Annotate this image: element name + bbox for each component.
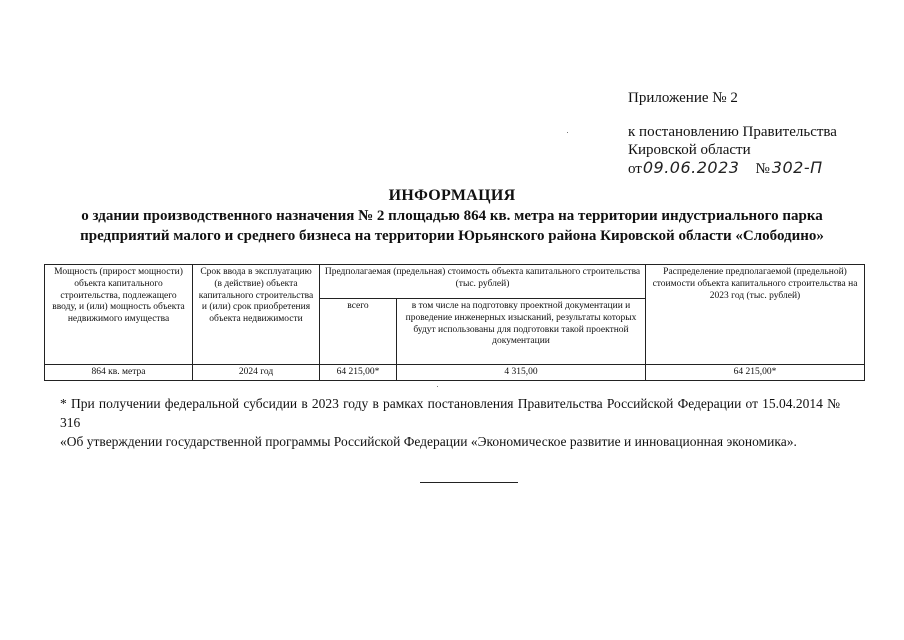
info-table [44, 264, 865, 381]
closing-rule [420, 482, 518, 483]
header-cost-total: всего [320, 299, 397, 365]
header-term: Срок ввода в эксплуатацию (в действие) объекта капитального строительства и (или) срок приобретения объекта недвижимости [193, 265, 320, 365]
number-prefix: № [755, 161, 770, 177]
header-distribution: Распределение предполагаемой (предельной) стоимости объекта капитального строительства на 2023 год (тыс. рублей) [646, 265, 865, 365]
appendix-number: Приложение № 2 [628, 90, 738, 106]
document-title-block [0, 186, 904, 246]
document-subtitle-line2: предприятий малого и среднего бизнеса на территории Юрьянского района Кировской области «Слободино» [80, 228, 824, 244]
handwritten-date: 09.06.2023 [642, 158, 740, 177]
footnote-line2: «Об утверждении государственной программы Российской Федерации «Экономическое развитие и инновационная экономика». [60, 434, 797, 449]
scan-speck [567, 132, 568, 133]
handwritten-number: 302-П [771, 158, 823, 177]
cell-total: 64 215,00* [320, 365, 397, 381]
footnote-line1: * При получении федеральной субсидии в 2023 году в рамках постановления Правительства Российской Федерации от 15.04.2014 № 316 [60, 396, 840, 430]
cell-term: 2024 год [193, 365, 320, 381]
footnote [60, 394, 840, 451]
document-title: ИНФОРМАЦИЯ [388, 187, 516, 204]
table-header-row [45, 265, 865, 299]
appendix-date-line [628, 159, 823, 178]
cell-design: 4 315,00 [397, 365, 646, 381]
scan-speck [437, 386, 438, 387]
document-subtitle-line1: о здании производственного назначения № 2 площадью 864 кв. метра на территории индустриального парка [81, 208, 823, 224]
header-cost-group: Предполагаемая (предельная) стоимость объекта капитального строительства (тыс. рублей) [320, 265, 646, 299]
table-row [45, 365, 865, 381]
cell-capacity: 864 кв. метра [45, 365, 193, 381]
cell-distribution: 64 215,00* [646, 365, 865, 381]
header-capacity: Мощность (прирост мощности) объекта капитального строительства, подлежащего вводу, и (или) мощность объекта недвижимого имущества [45, 265, 193, 365]
appendix-ref-line1: к постановлению Правительства [628, 124, 837, 140]
date-prefix: от [628, 161, 642, 177]
header-cost-design: в том числе на подготовку проектной документации и проведение инженерных изысканий, результаты которых будут использованы для подготовки такой проектной документации [397, 299, 646, 365]
appendix-ref-line2: Кировской области [628, 142, 751, 158]
